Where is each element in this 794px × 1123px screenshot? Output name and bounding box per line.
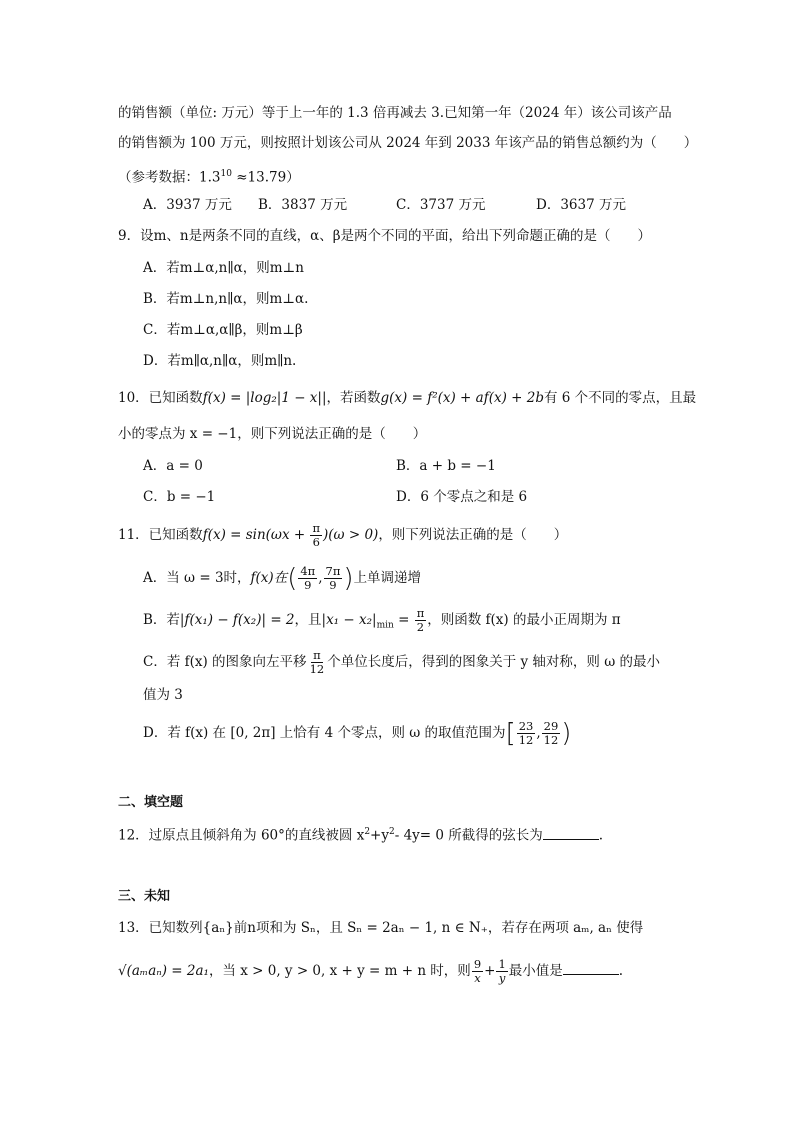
- q12-end: .: [598, 827, 604, 844]
- q11-a-func: f(x)在: [250, 570, 288, 586]
- frac-num: 4π: [300, 564, 316, 578]
- q11-c-text: C．若 f(x) 的图象向左平移: [143, 654, 307, 670]
- q11-b-and: ，且: [294, 612, 322, 628]
- q13-sqrt-expr: √(aₘaₙ) = 2a₁: [118, 963, 209, 979]
- q11-c-frac: [308, 649, 327, 676]
- q11-d-text: D．若 f(x) 在 [0, 2π] 上恰有 4 个零点，则 ω 的取值范围为: [143, 725, 506, 741]
- q9-stem: 9．设m、n是两条不同的直线，α、β是两个不同的平面，给出下列命题正确的是（ ）: [118, 228, 652, 244]
- q8-option-b: B．3837 万元: [258, 197, 348, 213]
- q13-plus: +: [484, 963, 496, 979]
- q13-end: .: [618, 963, 624, 979]
- q11-func-tail: )(ω > 0): [323, 527, 379, 543]
- q11-d-frac2: [542, 720, 561, 747]
- frac-num: 7π: [325, 564, 341, 578]
- q11-option-c: [143, 649, 660, 676]
- q11-stem-b: ，则下列说法正确的是（ ）: [378, 527, 568, 543]
- q8-reference-data: [118, 164, 300, 188]
- q12-answer-blank[interactable]: [543, 825, 599, 840]
- q9-option-c: C．若m⊥α,α∥β，则m⊥β: [143, 322, 303, 338]
- q10-func-g: g(x) = f²(x) + af(x) + 2b: [380, 390, 544, 406]
- open-bracket: [: [505, 718, 516, 749]
- q11-c-tail: 个单位长度后，得到的图象关于 y 轴对称，则 ω 的最小: [327, 654, 661, 670]
- q10-func-f: f(x) = |log₂|1 − x||: [202, 390, 327, 406]
- q13-text-b: ，当 x > 0, y > 0, x + y = m + n 时，则: [208, 963, 471, 979]
- q11-frac-den: 6: [312, 535, 320, 549]
- frac-num: 23: [518, 719, 534, 733]
- frac-den: 2: [416, 620, 425, 634]
- frac-num: 29: [543, 719, 559, 733]
- q9-option-d: D．若m∥α,n∥α，则m∥n.: [143, 353, 297, 369]
- frac-num: 1: [498, 957, 506, 971]
- q12-text-a: 12．过原点且倾斜角为 60°的直线被圆 x: [118, 827, 365, 844]
- q11-option-d: D．若 f(x) 在 [0, 2π] 上恰有 4 个零点，则 ω 的取值范围为[ $\frac{23}{12}$ , $\frac{29}{12}$ ): [143, 718, 572, 749]
- frac-num: 9: [473, 957, 482, 971]
- q11-a-text: A．当 ω = 3时，: [143, 570, 251, 586]
- q11-b-frac: [415, 607, 427, 634]
- q10-option-a: A．a = 0: [143, 458, 203, 474]
- q11-a-frac2: [324, 565, 343, 592]
- q11-stem: [118, 522, 567, 549]
- q10-stem: [118, 388, 696, 408]
- frac-num: π: [313, 648, 321, 662]
- close-paren: ): [561, 718, 572, 749]
- q11-option-a: A．当 ω = 3时，f(x)在( $\frac{4\pi}{9}$ , $\frac{7\pi}{9}$ )上单调递增: [143, 563, 422, 594]
- section-unknown-heading: 三、未知: [118, 889, 171, 904]
- q13-frac-1y: [496, 958, 507, 985]
- frac-den: 12: [543, 733, 559, 747]
- q8-ref-suffix: ≈13.79）: [231, 169, 300, 186]
- q11-frac-num: π: [312, 521, 321, 535]
- q10-line2: 小的零点为 x = −1，则下列说法正确的是（ ）: [118, 426, 427, 442]
- frac-den: 9: [304, 578, 312, 592]
- frac-num: π: [416, 606, 425, 620]
- q8-option-d: D．3637 万元: [536, 197, 626, 213]
- q10-option-b: B．a + b = −1: [396, 458, 496, 474]
- q13-text-c: 最小值是: [508, 963, 563, 979]
- frac-den: 12: [309, 662, 325, 676]
- q13-line1: 13．已知数列{aₙ}前n项和为 Sₙ，且 Sₙ = 2aₙ − 1, n ∈ N₊，若存在两项 aₘ, aₙ 使得: [118, 920, 644, 936]
- q12-sq1: 2: [364, 827, 371, 837]
- q13-line2: [118, 958, 623, 985]
- q11-option-b: [143, 607, 621, 636]
- q11-b-expr: |f(x₁) − f(x₂)| = 2: [179, 612, 295, 628]
- q10-stem-a: 10．已知函数: [118, 390, 203, 406]
- q8-line1: 的销售额（单位: 万元）等于上一年的 1.3 倍再减去 3.已知第一年（2024 年）该公司该产品: [118, 105, 672, 121]
- q11-fraction-pi-6: [310, 522, 322, 549]
- q10-stem-c: 有 6 个不同的零点，且最: [543, 390, 697, 406]
- q11-b-text: B．若: [143, 612, 180, 628]
- close-paren: ): [343, 563, 354, 594]
- q10-stem-b: ，若函数: [326, 390, 381, 406]
- q11-func: f(x) = sin(ωx +: [202, 527, 310, 543]
- q8-option-a: A．3937 万元: [143, 197, 232, 213]
- q11-option-c-line2: 值为 3: [143, 687, 183, 703]
- frac-den: y: [498, 971, 506, 985]
- q11-d-frac1: [517, 720, 536, 747]
- frac-den: x: [474, 971, 481, 985]
- open-paren: (: [287, 563, 298, 594]
- q9-option-b: B．若m⊥n,n∥α，则m⊥α.: [143, 291, 309, 307]
- q10-option-c: C．b = −1: [143, 489, 216, 505]
- q8-ref-exponent: 10: [220, 169, 232, 179]
- q9-option-a: A．若m⊥α,n∥α，则m⊥n: [143, 260, 304, 276]
- q10-option-d: D．6 个零点之和是 6: [396, 489, 528, 505]
- q13-answer-blank[interactable]: [563, 960, 619, 975]
- q11-b-min: min: [376, 620, 394, 631]
- q8-line2: 的销售额为 100 万元，则按照计划该公司从 2024 年到 2033 年该产品的销售总额约为（ ）: [118, 135, 698, 151]
- q11-b-tail: ，则函数 f(x) 的最小正周期为 π: [427, 612, 621, 628]
- q11-a-tail: 上单调递增: [353, 570, 422, 586]
- q12: [118, 822, 603, 846]
- section-fill-in-blank-heading: 二、填空题: [118, 795, 184, 810]
- q8-ref-prefix: （参考数据：1.3: [118, 169, 221, 186]
- frac-den: 12: [518, 733, 534, 747]
- q11-b-abs: |x₁ − x₂|: [321, 612, 377, 628]
- q11-a-frac1: [298, 565, 317, 592]
- q12-text-c: - 4y= 0 所截得的弦长为: [394, 827, 543, 844]
- q11-b-eq: =: [393, 612, 414, 628]
- q13-frac-9x: [472, 958, 483, 985]
- q12-sq2: 2: [389, 827, 395, 837]
- q8-option-c: C．3737 万元: [396, 197, 486, 213]
- frac-den: 9: [329, 578, 337, 592]
- q12-text-b: +y: [370, 827, 389, 844]
- q11-stem-a: 11．已知函数: [118, 527, 203, 543]
